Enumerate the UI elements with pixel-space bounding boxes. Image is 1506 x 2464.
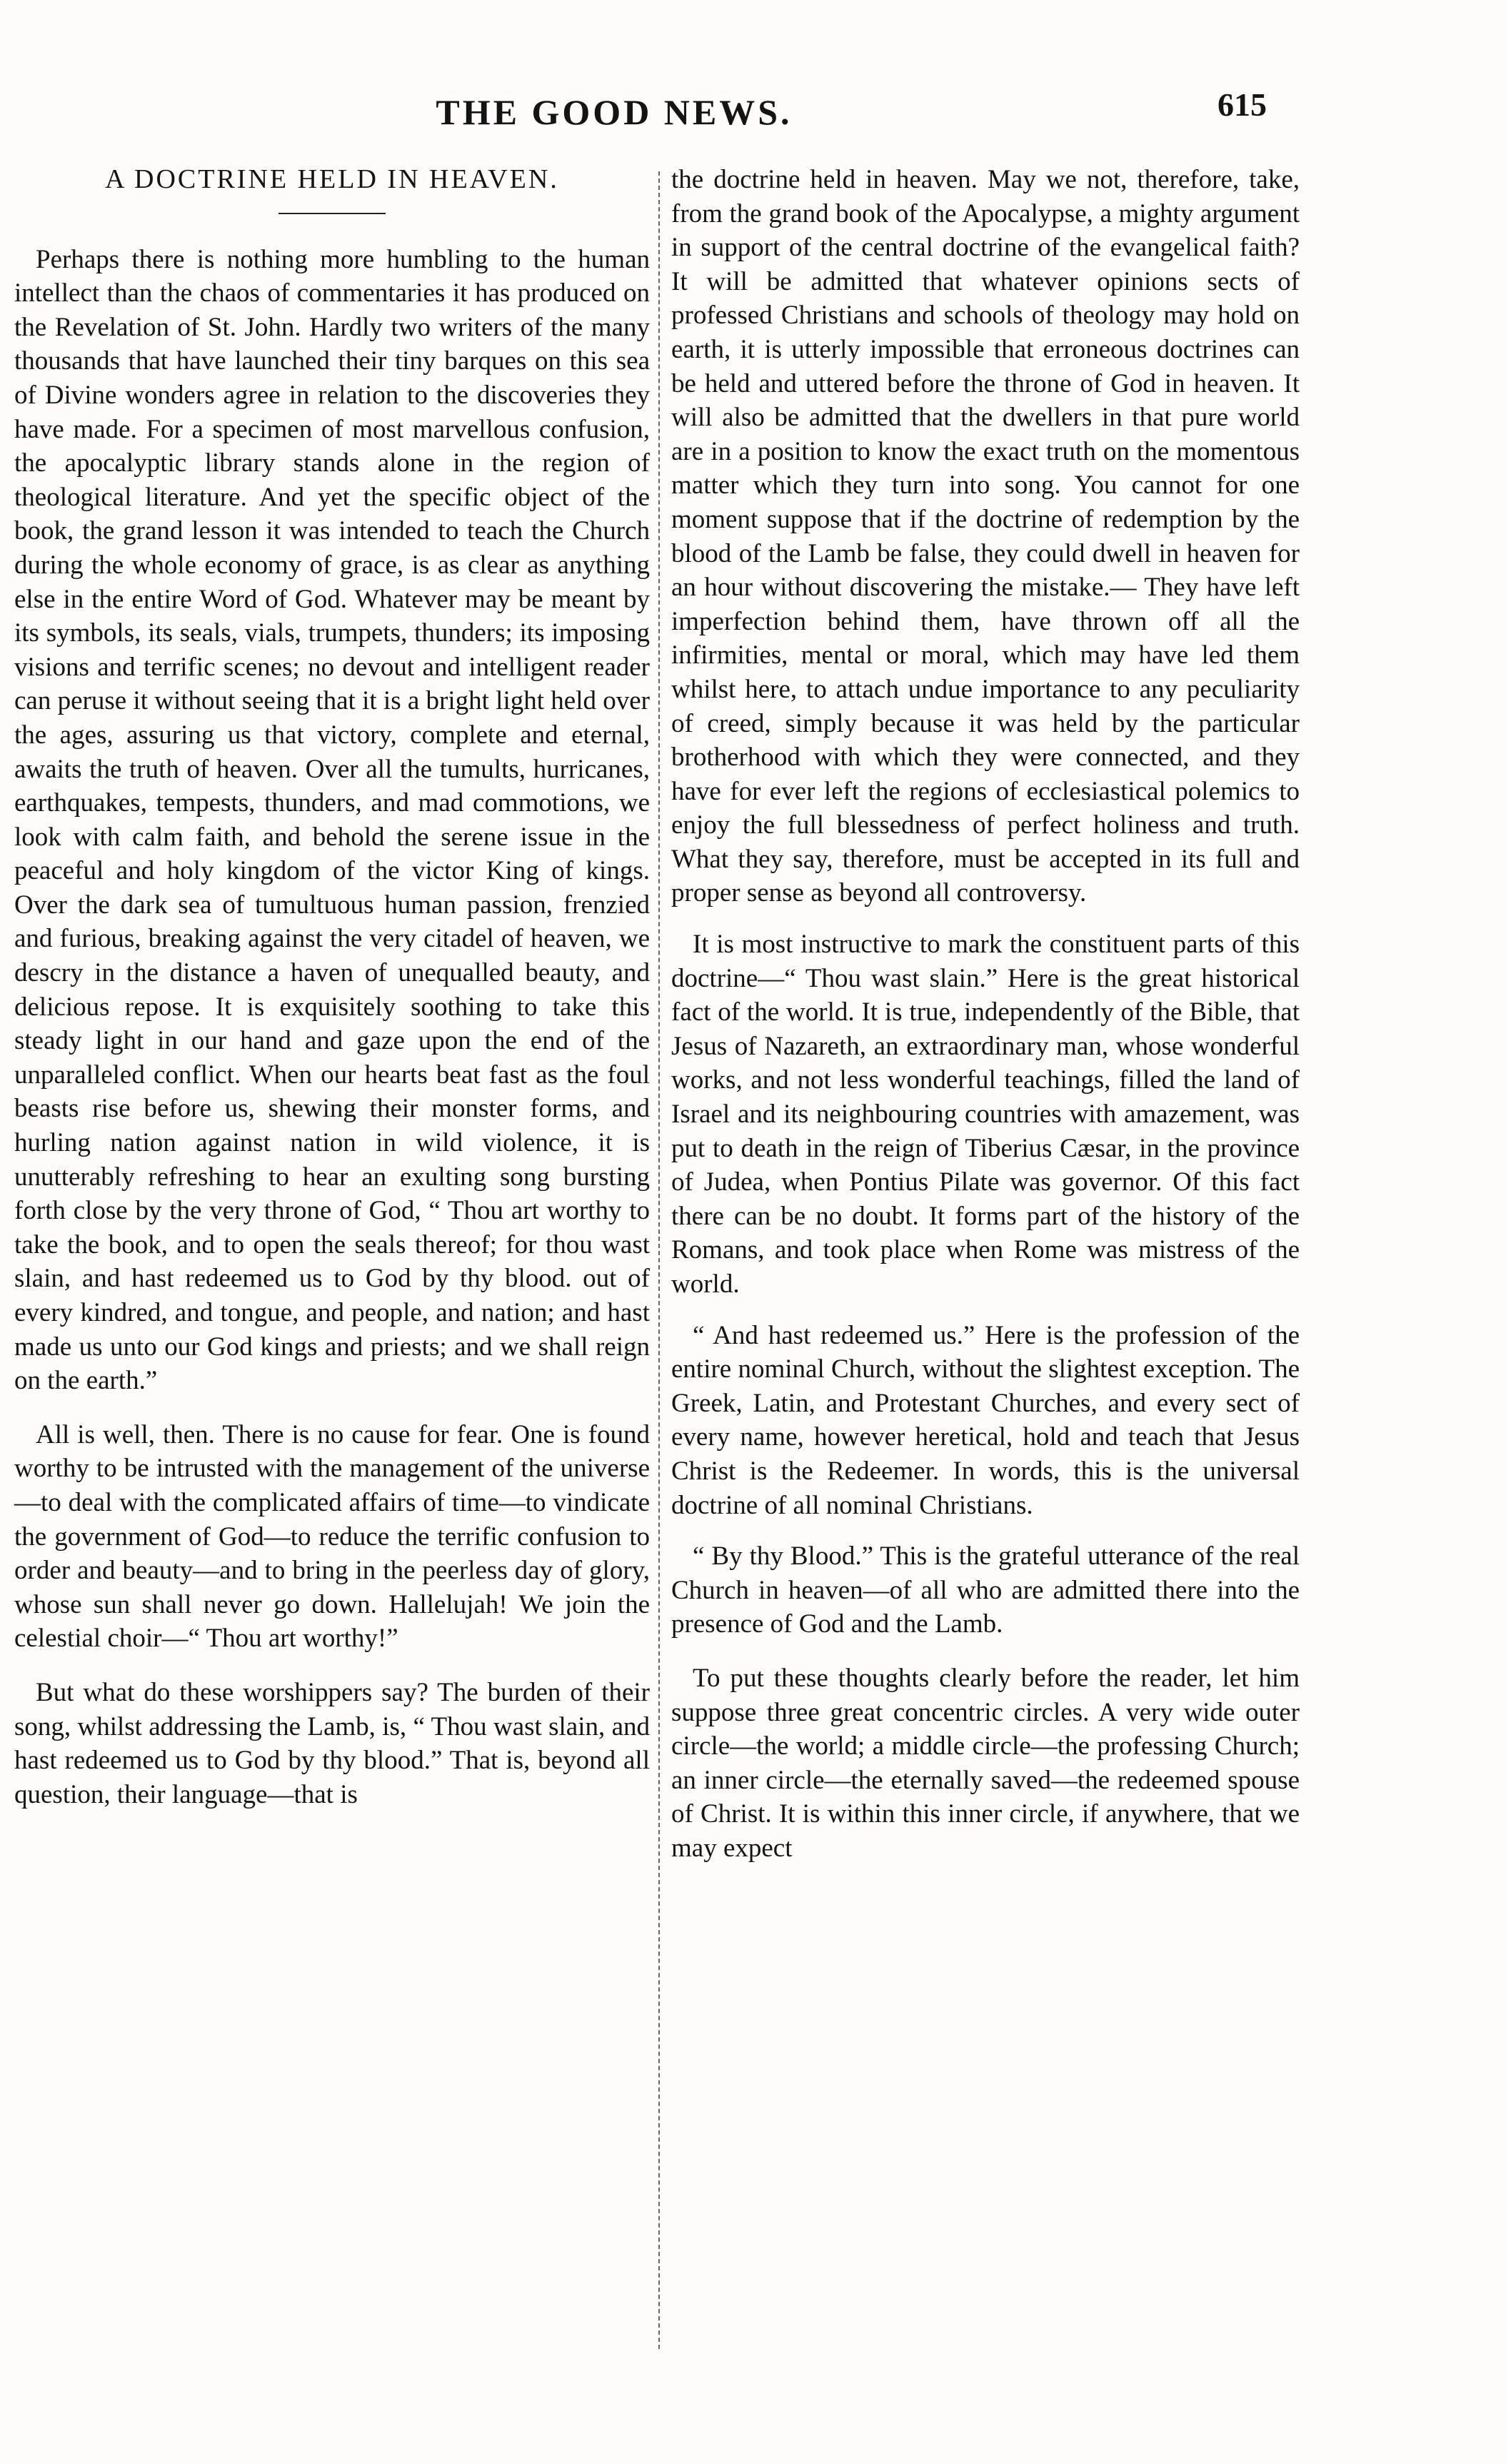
right-column bbox=[671, 163, 1300, 1883]
running-title: THE GOOD NEWS. bbox=[436, 92, 793, 132]
paragraph: It is most instructive to mark the constituent parts of this doctrine—“ Thou wast slain.” Here is the great historical fact of the world. It is true, independently of the Bible, that Jesus of Nazareth, an extraordinary man, whose wonderful works, and not less wonderful teachings, filled the land of Israel and its neighbouring countries with amazement, was put to death in the reign of Tiberius Cæsar, in the province of Judea, when Pontius Pilate was governor. Of this fact there can be no doubt. It forms part of the history of the Romans, and took place when Rome was mistress of the world. bbox=[671, 930, 1300, 1299]
paragraph: All is well, then. There is no cause for fear. One is found worthy to be intrusted with the management of the universe—to deal with the complicated affairs of time—to vindicate the government of God—to reduce the terrific confusion to order and beauty—and to bring in the peerless day of glory, whose sun shall never go down. Hallelujah! We join the celestial choir—“ Thou art worthy!” bbox=[14, 1419, 650, 1654]
paragraph: the doctrine held in heaven. May we not, therefore, take, from the grand book of the Apocalypse, a mighty argument in support of the central doctrine of the evangelical faith? It will be admitted that whatever opinions sects of professed Christians and schools of theology may hold on earth, it is utterly impossible that erroneous doctrines can be held and uttered before the throne of God in heaven. It will also be admitted that the dwellers in that pure world are in a position to know the exact truth on the momentous matter which they turn into song. You cannot for one moment suppose that if the doctrine of redemption by the blood of the Lamb be false, they could dwell in heaven for an hour without discovering the mistake.— They have left imperfection behind them, have thrown off all the infirmities, mental or moral, which may have led them whilst here, to attach undue importance to any peculiarity of creed, simply because it was held by the particular brotherhood with which they were connected, and they have for ever left the regions of ecclesiastical polemics to enjoy the full blessedness of perfect holiness and truth. What they say, therefore, must be accepted in its full and proper sense as beyond all controversy. bbox=[671, 165, 1300, 908]
paragraph: But what do these worshippers say? The burden of their song, whilst addressing the Lamb, is, “ Thou wast slain, and hast redeemed us to God by thy blood.” That is, beyond all question, their language—that is bbox=[14, 1677, 650, 1809]
title-divider bbox=[278, 213, 386, 214]
paragraph: “ By thy Blood.” This is the grateful utterance of the real Church in heaven—of all who are admitted there into the presence of God and the Lamb. bbox=[671, 1542, 1300, 1639]
page-number: 615 bbox=[1218, 86, 1267, 123]
article-title: A DOCTRINE HELD IN HEAVEN. bbox=[105, 164, 559, 194]
paragraph: Perhaps there is nothing more humbling to the human intellect than the chaos of commentaries it has produced on the Revelation of St. John. Hardly two writers of the many thousands that have launched their tiny barques on this sea of Divine wonders agree in relation to the discoveries they have made. For a specimen of most marvellous confusion, the apocalyptic library stands alone in the region of theological literature. And yet the specific object of the book, the grand lesson it was intended to teach the Church during the whole economy of grace, is as clear as anything else in the entire Word of God. Whatever may be meant by its symbols, its seals, vials, trumpets, thunders; its imposing visions and terrific scenes; no devout and intelligent reader can peruse it without seeing that it is a bright light held over the ages, assuring us that victory, complete and eternal, awaits the truth of heaven. Over all the tumults, hurricanes, earthquakes, tempests, thunders, and mad commotions, we look with calm faith, and behold the serene issue in the peaceful and holy kingdom of the victor King of kings. Over the dark sea of tumultuous human passion, frenzied and furious, breaking against the very citadel of heaven, we descry in the distance a haven of unequalled beauty, and delicious repose. It is exquisitely soothing to take this steady light in our hand and gaze upon the end of the unparalleled conflict. When our hearts beat fast as the foul beasts rise before us, shewing their monster forms, and hurling nation against nation in wild violence, it is unutterably refreshing to hear an exulting song bursting forth close by the very throne of God, “ Thou art worthy to take the book, and to open the seals thereof; for thou wast slain, and hast redeemed us to God by thy blood. out of every kindred, and tongue, and people, and nation; and hast made us unto our God kings and priests; and we shall reign on the earth.” bbox=[14, 244, 650, 1396]
column-divider bbox=[658, 171, 661, 2349]
paragraph: “ And hast redeemed us.” Here is the profession of the entire nominal Church, without the slightest exception. The Greek, Latin, and Protestant Churches, and every sect of every name, however heretical, hold and teach that Jesus Christ is the Redeemer. In words, this is the universal doctrine of all nominal Christians. bbox=[671, 1320, 1300, 1520]
paragraph: To put these thoughts clearly before the reader, let him suppose three great concentric circles. A very wide outer circle—the world; a middle circle—the professing Church; an inner circle—the eternally saved—the redeemed spouse of Christ. It is within this inner circle, if anywhere, that we may expect bbox=[671, 1663, 1300, 1863]
left-column bbox=[14, 163, 650, 1829]
